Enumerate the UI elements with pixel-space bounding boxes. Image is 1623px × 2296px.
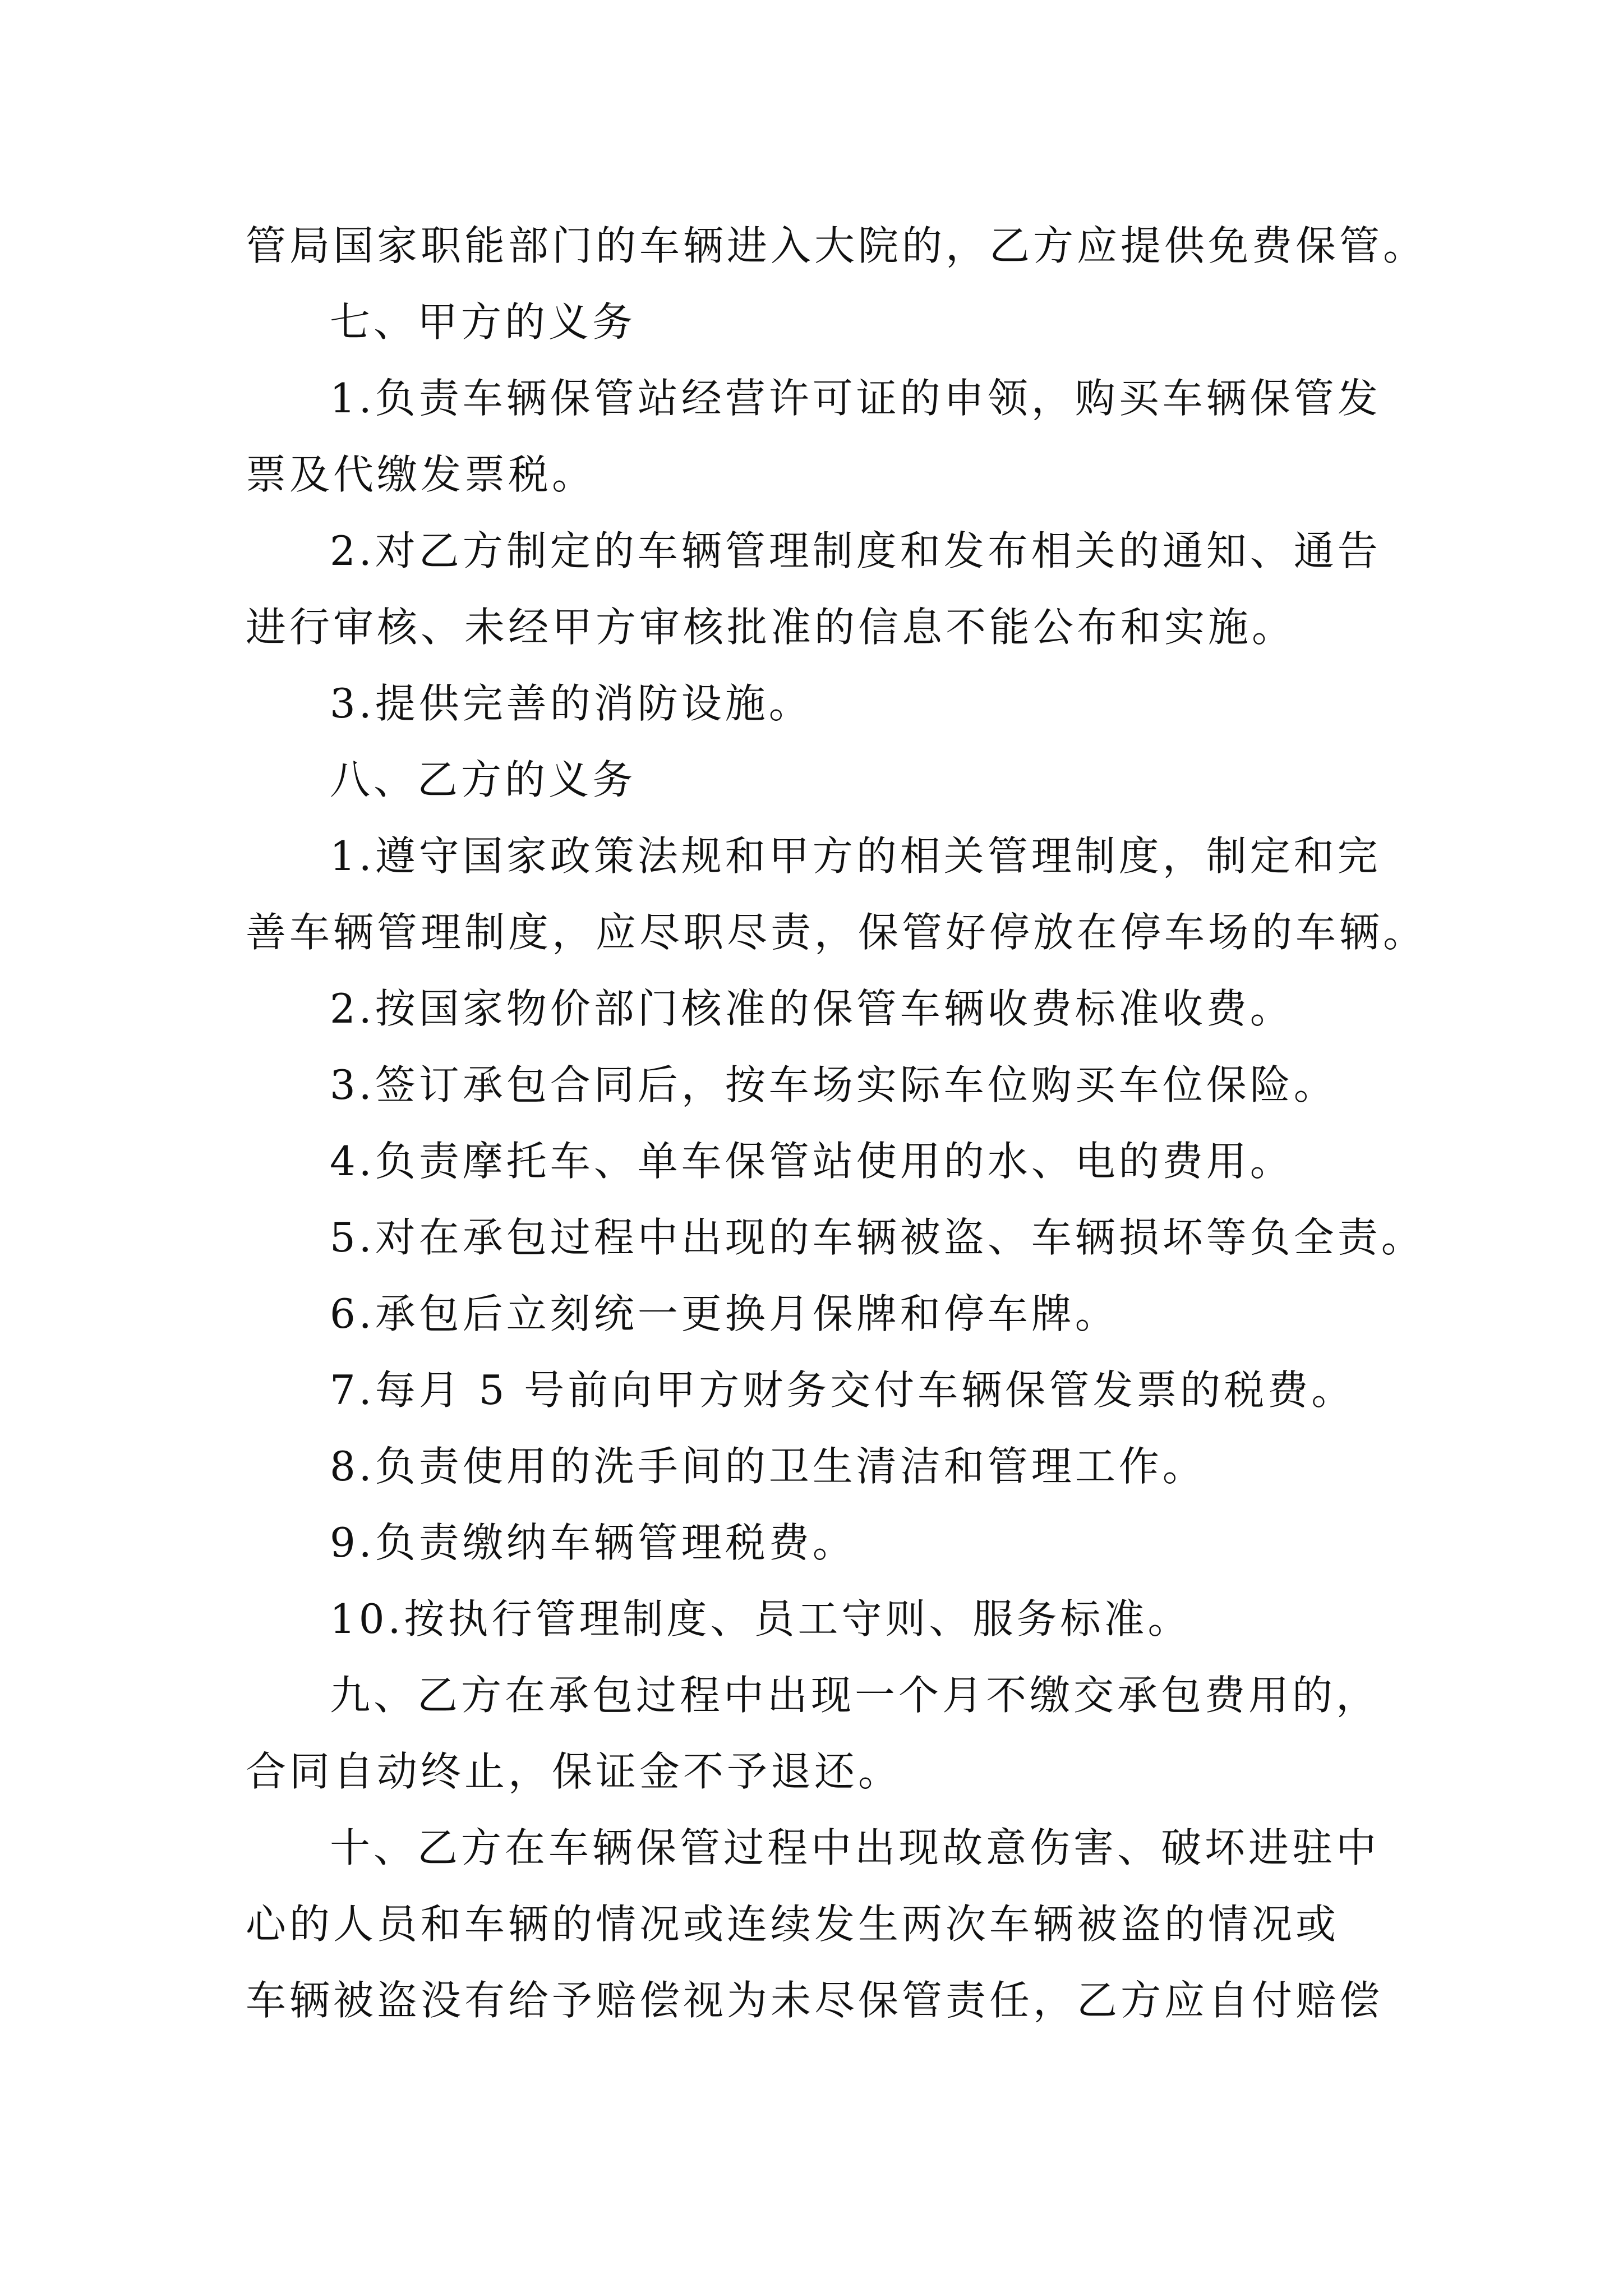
list-item: 5.对在承包过程中出现的车辆被盗、车辆损坏等负全责。	[330, 1214, 1425, 1261]
list-item: 9.负责缴纳车辆管理税费。	[330, 1519, 856, 1566]
text-line: 管局国家职能部门的车辆进入大院的，乙方应提供免费保管。	[246, 222, 1427, 269]
text-line: 心的人员和车辆的情况或连续发生两次车辆被盗的情况或	[246, 1901, 1340, 1948]
document-body	[246, 208, 1427, 2039]
section-heading: 九、乙方在承包过程中出现一个月不缴交承包费用的，	[330, 1672, 1380, 1719]
list-item: 10.按执行管理制度、员工守则、服务标准。	[330, 1595, 1192, 1642]
section-heading: 八、乙方的义务	[330, 756, 637, 803]
list-item: 6.承包后立刻统一更换月保牌和停车牌。	[330, 1290, 1119, 1337]
text-line: 车辆被盗没有给予赔偿视为未尽保管责任，乙方应自付赔偿	[246, 1977, 1384, 2024]
text-line: 合同自动终止，保证金不予退还。	[246, 1748, 902, 1795]
list-item: 3.提供完善的消防设施。	[330, 680, 813, 727]
text-line: 票及代缴发票税。	[246, 451, 596, 498]
section-heading: 七、甲方的义务	[330, 298, 637, 346]
text-line: 进行审核、未经甲方审核批准的信息不能公布和实施。	[246, 604, 1296, 651]
list-item: 1.负责车辆保管站经营许可证的申领，购买车辆保管发	[330, 375, 1381, 422]
list-item: 3.签订承包合同后，按车场实际车位购买车位保险。	[330, 1061, 1338, 1108]
list-item: 4.负责摩托车、单车保管站使用的水、电的费用。	[330, 1138, 1294, 1185]
section-heading: 十、乙方在车辆保管过程中出现故意伤害、破坏进驻中	[330, 1824, 1380, 1871]
text-line: 善车辆管理制度，应尽职尽责，保管好停放在停车场的车辆。	[246, 909, 1427, 956]
list-item: 1.遵守国家政策法规和甲方的相关管理制度，制定和完	[330, 832, 1381, 880]
list-item: 2.对乙方制定的车辆管理制度和发布相关的通知、通告	[330, 527, 1381, 574]
list-item: 7.每月 5 号前向甲方财务交付车辆保管发票的税费。	[330, 1366, 1355, 1414]
list-item: 8.负责使用的洗手间的卫生清洁和管理工作。	[330, 1443, 1206, 1490]
list-item: 2.按国家物价部门核准的保管车辆收费标准收费。	[330, 985, 1294, 1032]
